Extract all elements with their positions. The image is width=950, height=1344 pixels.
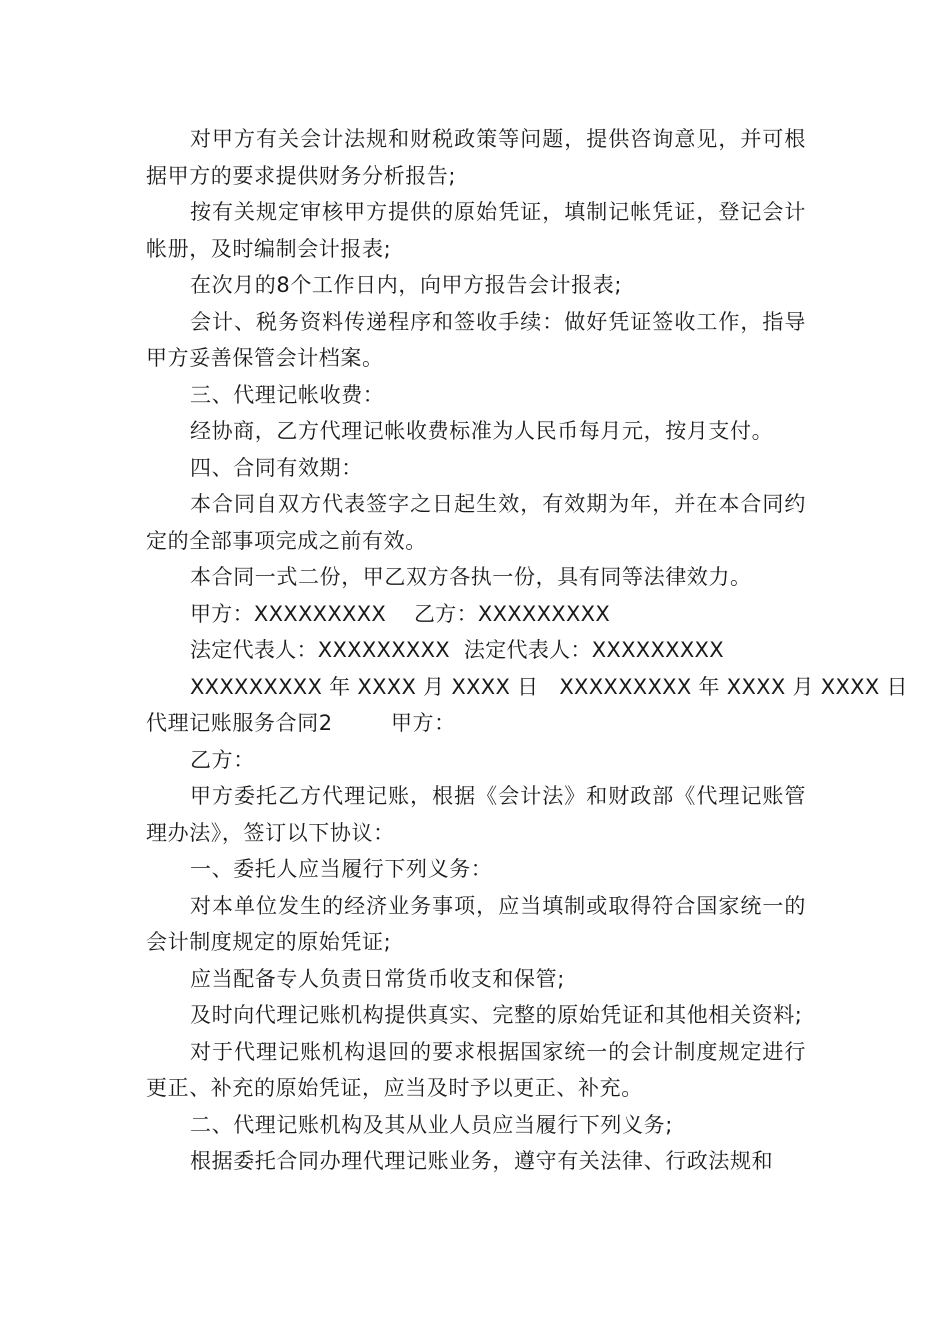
paragraph: 甲方委托乙方代理记账，根据《会计法》和财政部《代理记账管理办法》，签订以下协议：	[146, 784, 806, 845]
contract2-heading: 代理记账服务合同2 甲方：	[146, 711, 456, 735]
paragraph: 应当配备专人负责日常货币收支和保管;	[190, 966, 565, 991]
signature-parties: 甲方：XXXXXXXXX 乙方：XXXXXXXXX	[190, 601, 611, 626]
section-heading: 四、合同有效期：	[190, 455, 363, 480]
paragraph: 按有关规定审核甲方提供的原始凭证，填制记帐凭证，登记会计帐册，及时编制会计报表;	[146, 200, 806, 261]
paragraph: 本合同一式二份，甲乙双方各执一份，具有同等法律效力。	[190, 565, 752, 589]
paragraph: 本合同自双方代表签字之日起生效，有效期为年，并在本合同约定的全部事项完成之前有效。	[146, 492, 806, 553]
paragraph: 根据委托合同办理代理记账业务，遵守有关法律、行政法规和	[190, 1149, 774, 1173]
paragraph: 对甲方有关会计法规和财税政策等问题，提供咨询意见，并可根据甲方的要求提供财务分析报告;	[146, 127, 806, 188]
paragraph: 及时向代理记账机构提供真实、完整的原始凭证和其他相关资料;	[190, 1003, 803, 1027]
section-heading: 一、委托人应当履行下列义务：	[190, 857, 493, 881]
section-heading: 三、代理记帐收费：	[190, 382, 385, 407]
document-body	[146, 121, 908, 1180]
paragraph: 在次月的8个工作日内，向甲方报告会计报表;	[190, 273, 623, 297]
signature-dates: XXXXXXXXX 年 XXXX 月 XXXX 日 XXXXXXXXX 年 XXXX 月 XXXX 日	[190, 674, 908, 699]
paragraph: 对于代理记账机构退回的要求根据国家统一的会计制度规定进行更正、补充的原始凭证，应当及时予以更正、补充。	[146, 1039, 806, 1100]
paragraph: 乙方：	[190, 747, 255, 772]
paragraph: 会计、税务资料传递程序和签收手续：做好凭证签收工作，指导甲方妥善保管会计档案。	[146, 309, 806, 370]
section-heading: 二、代理记账机构及其从业人员应当履行下列义务;	[190, 1112, 673, 1137]
paragraph: 经协商，乙方代理记帐收费标准为人民币每月元，按月支付。	[190, 419, 774, 443]
signature-representatives: 法定代表人：XXXXXXXXX 法定代表人：XXXXXXXXX	[190, 638, 724, 662]
paragraph: 对本单位发生的经济业务事项，应当填制或取得符合国家统一的会计制度规定的原始凭证;	[146, 893, 806, 954]
